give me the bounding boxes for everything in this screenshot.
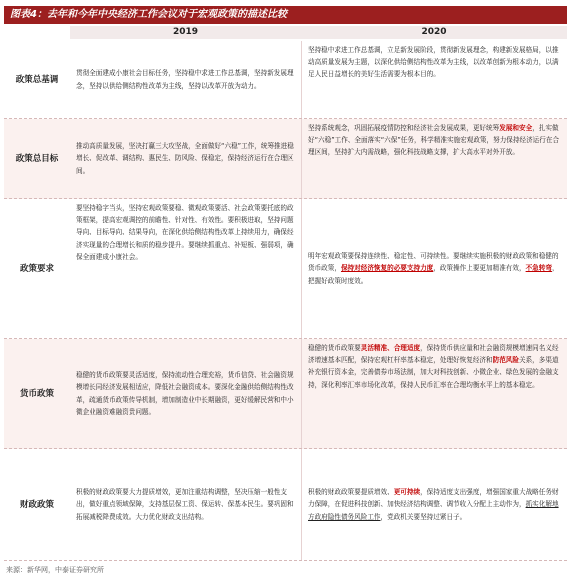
cell-2020 [301,199,567,338]
text-segment: ，深化 [314,380,335,389]
text-segment: 更好缓解民营和中小微企业融资难融资贵问题 [76,395,294,416]
table-row [4,41,567,119]
text-segment: 防范风险 [492,356,519,365]
text-segment: 恢复经济 [459,356,487,365]
cell-2019 [70,41,301,118]
row-label: 货币政策 [19,388,54,399]
text-segment: 扩大内需 [347,148,374,157]
text-segment: 确保全面建成小康社会 [76,240,294,261]
cell-2019 [70,119,301,198]
text-segment: 灵活精准、合理适度 [360,344,421,352]
row-label: 政策总基调 [15,74,59,85]
text-segment: ，扎实做好“六稳”工作、全面落实“六保”任务， [308,124,559,145]
table-row [4,199,567,339]
text-segment: 关系，多渠道补充银行资本金，完善债券市场法制，加大对 [308,356,559,377]
text-segment: ，保持 [420,488,440,497]
text-segment: 量的合理增长和质的稳步提升 [95,240,182,249]
cell-2019 [70,199,301,338]
text-segment: ，增强国家重大战略任务财力保障 [308,488,559,509]
table-header [4,26,567,39]
text-segment: 。要深化金融供给侧结构性改革，疏通货币政策传导机制，增加制造业中长期融资， [76,383,294,404]
text-segment: 抓实化解地方政府隐性债务风险工作 [308,500,559,521]
row-label: 政策总目标 [15,153,59,164]
text-segment: 。 [148,407,156,416]
text-segment: 稳健的货币政策要 [308,344,361,352]
text-segment: 。要继续抓重点、补短板、强弱项， [181,240,287,249]
text-segment: ，努力保持经济运行在合理区间，坚持 [308,136,560,157]
cell-2019 [70,449,301,560]
table-row [4,339,567,449]
text-segment: 连续性、稳定性、可持续性 [367,252,447,261]
text-segment: ，把握好政策时度效。 [308,264,559,285]
text-segment: 利率汇率市场化改革 [334,380,394,389]
text-segment: ，政策操作上要更加精准有效， [433,264,526,273]
table-row [4,119,567,199]
text-segment: 科技创新、小微企业、绿色发展的金融支持 [308,368,559,389]
text-segment: 坚持系统观念，巩固拓展疫情防控和经济社会发展成果，更好统筹 [308,124,500,132]
header-2019: 2019 [70,26,301,39]
text-segment: 不急转弯 [525,264,552,273]
text-segment: 贯彻全面建成小康社会目标任务，坚持稳中求进工作总基调，坚持新发展理念，坚持以供给侧结构性改革为主线，坚持以改革开放为动力。 [76,69,294,90]
text-segment: 深化供给侧结构性改革上持续用力 [168,228,268,237]
row-label: 财政政策 [19,499,54,510]
text-segment: 和 [486,356,493,365]
text-segment: ， [148,383,156,392]
table-row [4,449,567,561]
text-segment: ，保持人民币汇率在合理均衡水平上的基本稳定。 [393,380,539,389]
text-segment: ，坚决压缩一般性支出，做好重点领域保障，支持基层保工资、保运转、保基本民生。要巩固和拓展减税降费成效。大力优化财政支出结构。 [76,488,294,521]
header-2020: 2020 [301,26,567,39]
text-segment: 明年宏观政策要保持 [308,252,368,261]
text-segment: 适度支出强度 [439,488,480,497]
text-segment: 降低社会融资成本 [155,383,208,392]
header-label-blank [4,26,70,39]
text-segment: 保持对经济恢复的必要支持力度 [340,264,434,273]
cell-2020 [301,449,567,560]
text-segment: 稳健的货币政策要灵活适度，保持流动性合理充裕， [76,371,228,380]
text-segment: 要坚持稳字当头，坚持宏观政策要稳、微观政策要活、社会政策要托底的政策框架，提高宏观调控的前瞻性、针对性、有效性。要积极进取，坚持问题导向、目标导向、结果导向，在 [76,204,294,237]
text-segment: 坚持稳中求进工作总基调，立足新发展阶段，贯彻新发展理念，构建新发展格局，以推动高质量发展为主题，以深化供给侧结构性改革为主线，以改革创新为根本动力，以满足人民日益增长的美好生活需要为根本目的。 [308,46,559,79]
figure-title: 图表4：去年和今年中央经济工作会议对于宏观政策的描述比较 [4,6,567,24]
text-segment: 积极的财政政策要大力提质增效， [76,488,175,497]
text-segment: ，党政机关要坚持过紧日子。 [380,512,467,521]
text-segment: 更可持续 [393,488,421,497]
cell-2019 [70,339,301,448]
text-segment: 货币信贷、社会融资规模增长同经济发展相适应 [76,371,294,392]
text-segment: 更加注重结构调整 [174,488,228,497]
text-segment: 发展和安全 [499,124,533,132]
row-label: 政策要求 [19,263,54,274]
text-segment: 强化科技战略 [393,148,434,157]
cell-2020 [301,339,567,448]
text-segment: 推动高质量发展，坚决打赢三大攻坚战，全面做好“六稳”工作，统筹推进稳增长、促改革、调结构、惠民生、防风险、保稳定，保持经济运行在合理区间。 [76,142,294,175]
text-segment: ，确保经济实现 [76,228,294,249]
text-segment: 战略， [373,148,394,157]
text-segment: ，保持货币供应量和社会融资规模增速同名义经济增速基本匹配，保持宏观杠杆率基本稳定，处理好 [308,344,559,365]
text-segment: 积极的财政政策要提质增效、 [308,488,394,497]
cell-2020 [301,119,567,198]
cell-2020 [301,41,567,118]
text-segment: 科学精准实施宏观政策 [420,136,487,145]
text-segment: ，在促进科技创新、加快经济结构调整、调节收入分配上主动作为， [327,500,526,509]
text-segment: 。要继续实施积极的财政政策和稳健的货币政策， [308,252,559,273]
text-segment: 。 [135,252,142,261]
source-note: 来源：新华网，中泰证券研究所 [6,566,104,574]
text-segment: 支撑，扩大高水平对外开放。 [433,148,519,157]
